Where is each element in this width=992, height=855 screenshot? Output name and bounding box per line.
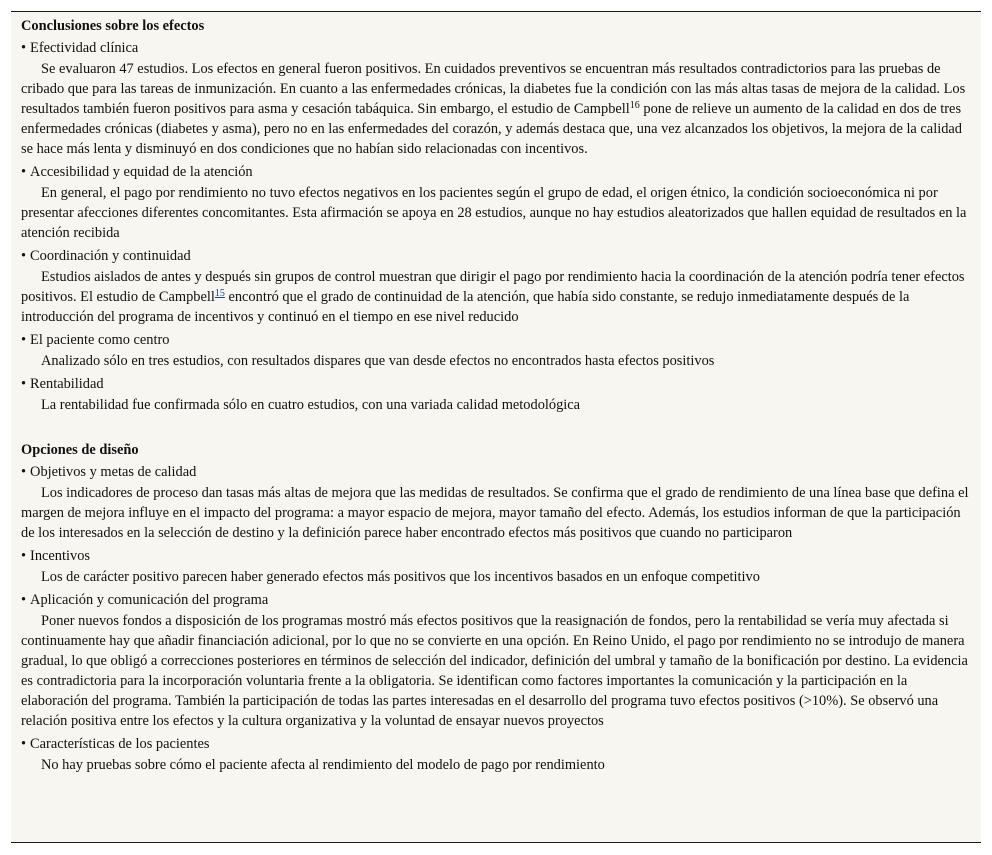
item-heading: Características de los pacientes bbox=[30, 736, 210, 752]
bullet-icon: • bbox=[21, 464, 27, 480]
item-heading: El paciente como centro bbox=[30, 332, 170, 348]
item-body bbox=[21, 183, 971, 245]
item-heading: Aplicación y comunicación del programa bbox=[30, 592, 269, 608]
bullet-icon: • bbox=[21, 548, 27, 564]
section-effects bbox=[21, 15, 971, 417]
bullet-icon: • bbox=[21, 592, 27, 608]
body-text: No hay pruebas sobre cómo el paciente afecta al rendimiento del modelo de pago por rendimiento bbox=[41, 757, 605, 773]
body-text: Estudios aislados de antes y después sin grupos de control muestran que dirigir el pago por rendimiento hacia la coordinación de la atención podría tener efectos positivos. El estudio de Campbell bbox=[21, 269, 965, 305]
item-patient-characteristics bbox=[21, 733, 971, 777]
bullet-icon: • bbox=[21, 736, 27, 752]
body-text: Analizado sólo en tres estudios, con resultados dispares que van desde efectos no encontrados hasta efectos positivos bbox=[41, 353, 715, 369]
section-title: Conclusiones sobre los efectos bbox=[21, 18, 205, 34]
item-body bbox=[21, 59, 971, 161]
item-body bbox=[21, 395, 971, 417]
item-heading: Accesibilidad y equidad de la atención bbox=[30, 164, 253, 180]
item-quality-goals bbox=[21, 461, 971, 545]
item-heading: Coordinación y continuidad bbox=[30, 248, 191, 264]
section-design-options bbox=[21, 439, 971, 777]
item-heading: Incentivos bbox=[30, 548, 90, 564]
item-body bbox=[21, 755, 971, 777]
body-text: encontró que el grado de continuidad de la atención, que había sido constante, se redujo inmediatamente después de la introducción del programa de incentivos y continuó en el tiempo en ese nivel reducido bbox=[21, 289, 910, 325]
body-text: Poner nuevos fondos a disposición de los programas mostró más efectos positivos que la reasignación de fondos, pero la rentabilidad se vería muy afectada si continuamente hay que añadir financiación adicional, por lo que no se convierte en una opción. En Reino Unido, el pago por rendimiento no se introdujo de manera gradual, lo que obligó a correcciones posteriores en términos de selección del indicador, definición del umbral y tamaño de la bonificación por destino. La evidencia es contradictoria para la incorporación voluntaria frente a la obligatoria. Se identifican como factores importantes la comunicación y la participación en la elaboración del programa. También la participación de todas las partes interesadas en el desarrollo del programa tuvo efectos positivos (>10%). Se observó una relación positiva entre los efectos y la cultura organizativa y la voluntad de ensayar nuevos proyectos bbox=[21, 613, 968, 729]
item-heading: Objetivos y metas de calidad bbox=[30, 464, 197, 480]
item-accessibility-equity bbox=[21, 161, 971, 245]
item-body bbox=[21, 267, 971, 329]
item-body bbox=[21, 611, 971, 733]
citation-superscript: 16 bbox=[629, 100, 640, 111]
item-body bbox=[21, 483, 971, 545]
body-text: Se evaluaron 47 estudios. Los efectos en general fueron positivos. En cuidados preventivos se encuentran más resultados contradictorios para las pruebas de cribado que para las tareas de inmunización. En cuanto a las enfermedades crónicas, la diabetes fue la condición con las más altas tasas de mejora de la calidad. Los resultados también fueron positivos para asma y cesación tabáquica. Sin embargo, el estudio de Campbell bbox=[21, 61, 966, 117]
item-body bbox=[21, 351, 971, 373]
section-divider bbox=[21, 417, 971, 439]
body-text: En general, el pago por rendimiento no tuvo efectos negativos en los pacientes según el grupo de edad, el origen étnico, la condición socioeconómica ni por presentar afecciones diferentes concomitantes. Esta afirmación se apoya en 28 estudios, aunque no hay estudios aleatorizados que hallen equidad de resultados en la atención recibida bbox=[21, 185, 967, 241]
item-cost-effectiveness bbox=[21, 373, 971, 417]
bullet-icon: • bbox=[21, 164, 27, 180]
item-program-application bbox=[21, 589, 971, 733]
citation-link[interactable]: 15 bbox=[214, 288, 225, 299]
item-coordination-continuity bbox=[21, 245, 971, 329]
bullet-icon: • bbox=[21, 40, 27, 56]
body-text: Los de carácter positivo parecen haber generado efectos más positivos que los incentivos basados en un enfoque competitivo bbox=[41, 569, 760, 585]
bullet-icon: • bbox=[21, 248, 27, 264]
body-text: pone de relieve un aumento de la calidad en dos de tres enfermedades crónicas (diabetes y asma), pero no en las enfermedades del corazón, y además destaca que, una vez alcanzados los objetivos, la mejora de la calidad se hace más lenta y disminuyó en dos condiciones que no habían sido relacionadas con incentivos. bbox=[21, 101, 962, 157]
summary-table bbox=[11, 11, 981, 843]
section-title: Opciones de diseño bbox=[21, 442, 139, 458]
body-text: La rentabilidad fue confirmada sólo en cuatro estudios, con una variada calidad metodológica bbox=[41, 397, 581, 413]
bullet-icon: • bbox=[21, 332, 27, 348]
item-incentives bbox=[21, 545, 971, 589]
body-text: Los indicadores de proceso dan tasas más altas de mejora que las medidas de resultados. Se confirma que el grado de rendimiento de una línea base que defina el margen de mejora influye en el impacto del programa: a mayor espacio de mejora, mayor tamaño del efecto. Además, los estudios informan de que la participación de los interesados en la selección de destino y la definición parece haber encontrado efectos más positivos que cuando no participaron bbox=[21, 485, 969, 541]
item-clinical-effectiveness bbox=[21, 37, 971, 161]
item-patient-centered bbox=[21, 329, 971, 373]
bullet-icon: • bbox=[21, 376, 27, 392]
item-heading: Rentabilidad bbox=[30, 376, 104, 392]
item-body bbox=[21, 567, 971, 589]
item-heading: Efectividad clínica bbox=[30, 40, 139, 56]
